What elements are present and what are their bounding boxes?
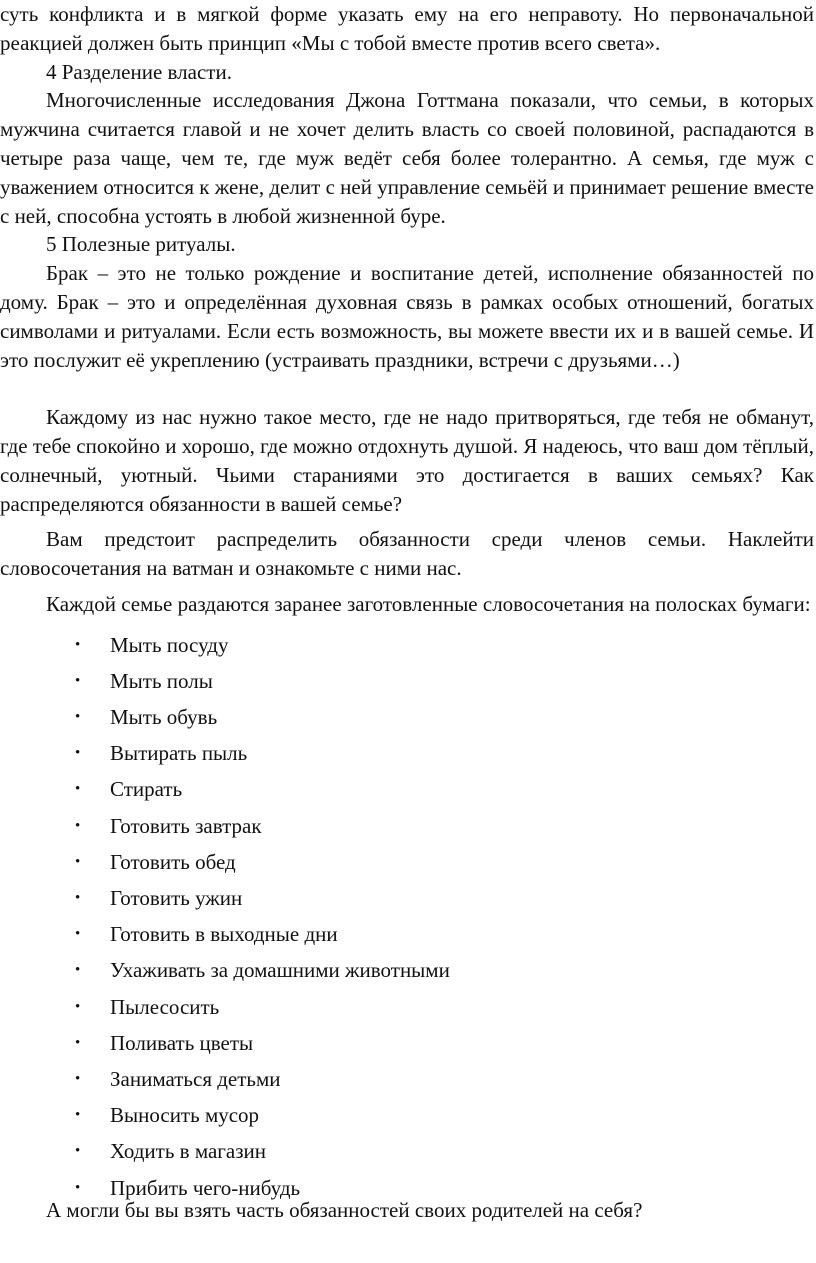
bullet-icon: • xyxy=(75,1179,81,1196)
list-item xyxy=(0,771,814,807)
list-item xyxy=(0,989,814,1025)
list-item xyxy=(0,735,814,771)
closing-question: А могли бы вы взять часть обязанностей своих родителей на себя? xyxy=(46,1197,643,1222)
chore-label: Ходить в магазин xyxy=(110,1139,267,1164)
list-item xyxy=(0,808,814,844)
paragraph-gottman-research: Многочисленные исследования Джона Готтмана показали, что семьи, в которых мужчина считается главой и не хочет делить власть со своей половиной, распадаются в четыре раза чаще, чем те, где муж ведёт себя более толерантно. А семья, где муж с уважением относится к жене, делит с ней управление семьёй и принимает решение вместе с ней, способна устоять в любой жизненной буре. xyxy=(0,88,814,228)
paragraph-marriage-rituals: Брак – это не только рождение и воспитание детей, исполнение обязанностей по дому. Брак – это и определённая духовная связь в рамках особых отношений, богатых символами и ритуалами. Если есть возможность, вы можете ввести их и в вашей семье. И это послужит её укреплению (устраивать праздники, встречи с друзьями…) xyxy=(0,261,814,372)
list-item xyxy=(0,880,814,916)
bullet-icon: • xyxy=(75,745,81,762)
bullet-icon: • xyxy=(75,1070,81,1087)
chore-label: Стирать xyxy=(110,777,183,802)
chore-label: Пылесосить xyxy=(110,994,220,1019)
chore-label: Готовить ужин xyxy=(110,886,243,911)
chore-label: Мыть обувь xyxy=(110,705,218,730)
list-item xyxy=(0,1097,814,1133)
bullet-icon: • xyxy=(75,672,81,689)
list-item xyxy=(0,663,814,699)
list-item xyxy=(0,1025,814,1061)
bullet-icon: • xyxy=(75,926,81,943)
blank-line xyxy=(0,374,814,403)
chore-label: Готовить обед xyxy=(110,849,236,874)
chore-label: Прибить чего-нибудь xyxy=(110,1175,301,1200)
heading-useful-rituals: 5 Полезные ритуалы. xyxy=(46,232,236,257)
chores-list xyxy=(0,627,814,1206)
list-item xyxy=(0,1170,814,1206)
list-item xyxy=(0,627,814,663)
bullet-icon: • xyxy=(75,962,81,979)
chore-label: Мыть полы xyxy=(110,668,213,693)
paragraph-home-place: Каждому из нас нужно такое место, где не надо притворяться, где тебя не обманут, где тебе спокойно и хорошо, где можно отдохнуть душой. Я надеюсь, что ваш дом тёплый, солнечный, уютный. Чьими стараниями это достигается в ваших семьях? Как распределяются обязанности в вашей семье? xyxy=(0,405,814,516)
chore-label: Заниматься детьми xyxy=(110,1066,281,1091)
chore-label: Поливать цветы xyxy=(110,1030,254,1055)
bullet-icon: • xyxy=(75,817,81,834)
chore-label: Мыть посуду xyxy=(110,632,229,657)
bullet-icon: • xyxy=(75,998,81,1015)
list-item xyxy=(0,952,814,988)
paragraph-conflict-end: суть конфликта и в мягкой форме указать ему на его неправоту. Но первоначальной реакцией должен быть принцип «Мы с тобой вместе против всего света». xyxy=(0,2,814,55)
bullet-icon: • xyxy=(75,1034,81,1051)
list-item xyxy=(0,1133,814,1169)
chore-label: Вытирать пыль xyxy=(110,741,248,766)
bullet-icon: • xyxy=(75,636,81,653)
bullet-icon: • xyxy=(75,709,81,726)
list-item xyxy=(0,699,814,735)
list-item xyxy=(0,844,814,880)
paragraph-distribute-duties: Вам предстоит распределить обязанности среди членов семьи. Наклейти словосочетания на ватман и ознакомьте с ними нас. xyxy=(0,527,814,581)
chore-label: Готовить в выходные дни xyxy=(110,922,338,947)
chore-label: Готовить завтрак xyxy=(110,813,262,838)
bullet-icon: • xyxy=(75,853,81,870)
bullet-icon: • xyxy=(75,1143,81,1160)
list-item xyxy=(0,1061,814,1097)
heading-power-sharing: 4 Разделение власти. xyxy=(46,59,232,84)
list-item xyxy=(0,916,814,952)
bullet-icon: • xyxy=(75,781,81,798)
chore-label: Выносить мусор xyxy=(110,1103,260,1128)
paragraph-paper-strips: Каждой семье раздаются заранее заготовленные словосочетания на полосках бумаги: xyxy=(46,591,811,616)
chore-label: Ухаживать за домашними животными xyxy=(110,958,450,983)
bullet-icon: • xyxy=(75,1107,81,1124)
bullet-icon: • xyxy=(75,890,81,907)
